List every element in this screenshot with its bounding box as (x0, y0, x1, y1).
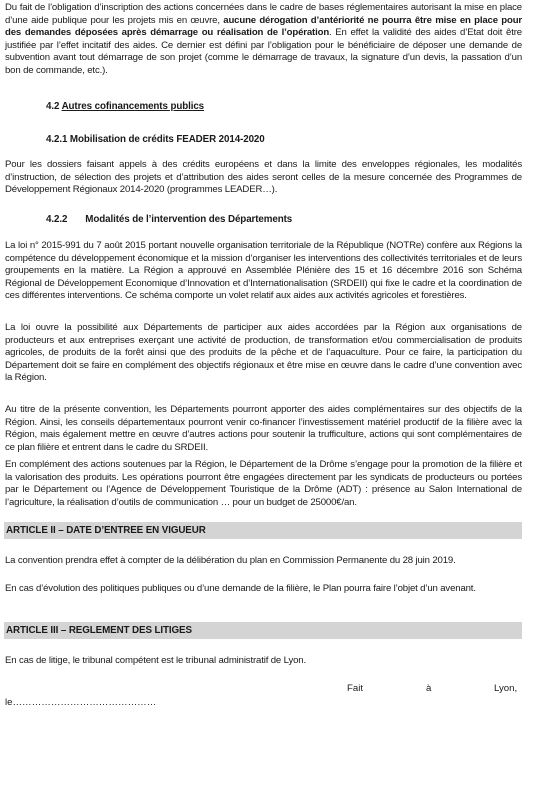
heading-4-2-number: 4.2 (46, 101, 62, 112)
heading-4-2-2-title: Modalités de l’intervention des Départements (85, 214, 293, 225)
paragraph-notre: La loi n° 2015-991 du 7 août 2015 portant nouvelle organisation territoriale de la République (NOTRe) confère aux Régions la compétence du développement économique et la mission d’organiser les interventions des collectivités territoriales et de leurs groupements en la matière. La Région a approuvé en Assemblée Plénière des 15 et 16 décembre 2016 son Schéma Régional de Développement Economique d’Innovation et d’Internationalisation (SRDEII) qui fixe le cadre et la coordination de ces différentes interventions. Ce schéma comporte un volet relatif aux aides aux activités agricoles et forestières. (5, 240, 522, 302)
signature-date-line: le……………………………………… (5, 697, 157, 708)
paragraph-drome: En complément des actions soutenues par la Région, le Département de la Drôme s’engage pour la promotion de la filière et la valorisation des produits. Les opérations pourront être engagées directement par les syndicats de producteurs ou portées par le Département ou l’Agence de Développement Touristique de la Drôme (ADT) : présence au Salon International de l’agriculture, la réalisation d’outils de communication … pour un budget de 25000€/an. (5, 459, 522, 508)
paragraph-validity-text: Du fait de l’obligation d’inscription des actions concernées dans le cadre de bases réglementaires autorisant la mise en place d’une aide publique pour les projets mis en œuvre, (5, 2, 522, 26)
a-word: à (426, 683, 432, 694)
paragraph-convention: Au titre de la présente convention, les Départements pourront apporter des aides complémentaires sur des objectifs de la Région. Ainsi, les conseils départementaux pourront venir co-financer l’investissement matériel productif de la filière avec la Région, mais également mettre en œuvre d’autres actions pour soutenir la trufficulture, actions qui sont complémentaires de ce plan filière et entrent dans le cadre du SRDEII. (5, 404, 522, 453)
article-2-header: ARTICLE II – DATE D’ENTREE EN VIGUEUR (4, 522, 522, 539)
paragraph-validity-bold: aucune dérogation d’antériorité ne pourra être mise en place pour des demandes déposées après démarrage ou réalisation de l’opération (5, 14, 523, 39)
heading-4-2-1: 4.2.1 Mobilisation de crédits FEADER 2014-2020 (46, 134, 265, 145)
heading-4-2 (46, 101, 204, 112)
paragraph-validity (5, 2, 522, 78)
paragraph-validity-text-end: . En effet la validité des aides d’Etat doit être justifiée par l’effet incitatif des aides. Ce dernier est défini par l’obligation pour le bénéficiaire de déposer une demande de subvention avant tout démarrage de son projet (comme le démarrage de travaux, la signature d’un devis, la passation d’un bon de commande, etc.). (5, 27, 522, 76)
paragraph-litige: En cas de litige, le tribunal compétent est le tribunal administratif de Lyon. (5, 655, 306, 666)
paragraph-evolution: En cas d’évolution des politiques publiques ou d’une demande de la filière, le Plan pourra faire l’objet d’un avenant. (5, 583, 476, 594)
paragraph-effet: La convention prendra effet à compter de la délibération du plan en Commission Permanente du 28 juin 2019. (5, 555, 456, 566)
heading-4-2-title: Autres cofinancements publics (61, 101, 205, 112)
paragraph-feader: Pour les dossiers faisant appels à des crédits européens et dans la limite des enveloppes régionales, les modalités d’instruction, de sélection des projets et d’attribution des aides seront celles de la mesure concernée des Programmes de Développement Régionaux 2014-2020 (programmes LEADER…). (5, 159, 522, 196)
lyon-word: Lyon, (494, 683, 518, 694)
heading-4-2-2-number: 4.2.2 (46, 214, 68, 225)
heading-4-2-2 (46, 214, 292, 225)
fait-word: Fait (347, 683, 363, 694)
article-3-header: ARTICLE III – REGLEMENT DES LITIGES (4, 622, 522, 639)
paragraph-loi: La loi ouvre la possibilité aux Départements de participer aux aides accordées par la Région aux organisations de producteurs et aux entreprises exerçant une activité de production, de transformation et/ou commercialisation de produits agricoles, de produits de la forêt ainsi que des produits de la pêche et de l’aquaculture. Pour ce faire, la participation du Département doit se faire en complément des objectifs régionaux et être mise en œuvre dans le cadre d’une convention avec la Région. (5, 322, 522, 384)
